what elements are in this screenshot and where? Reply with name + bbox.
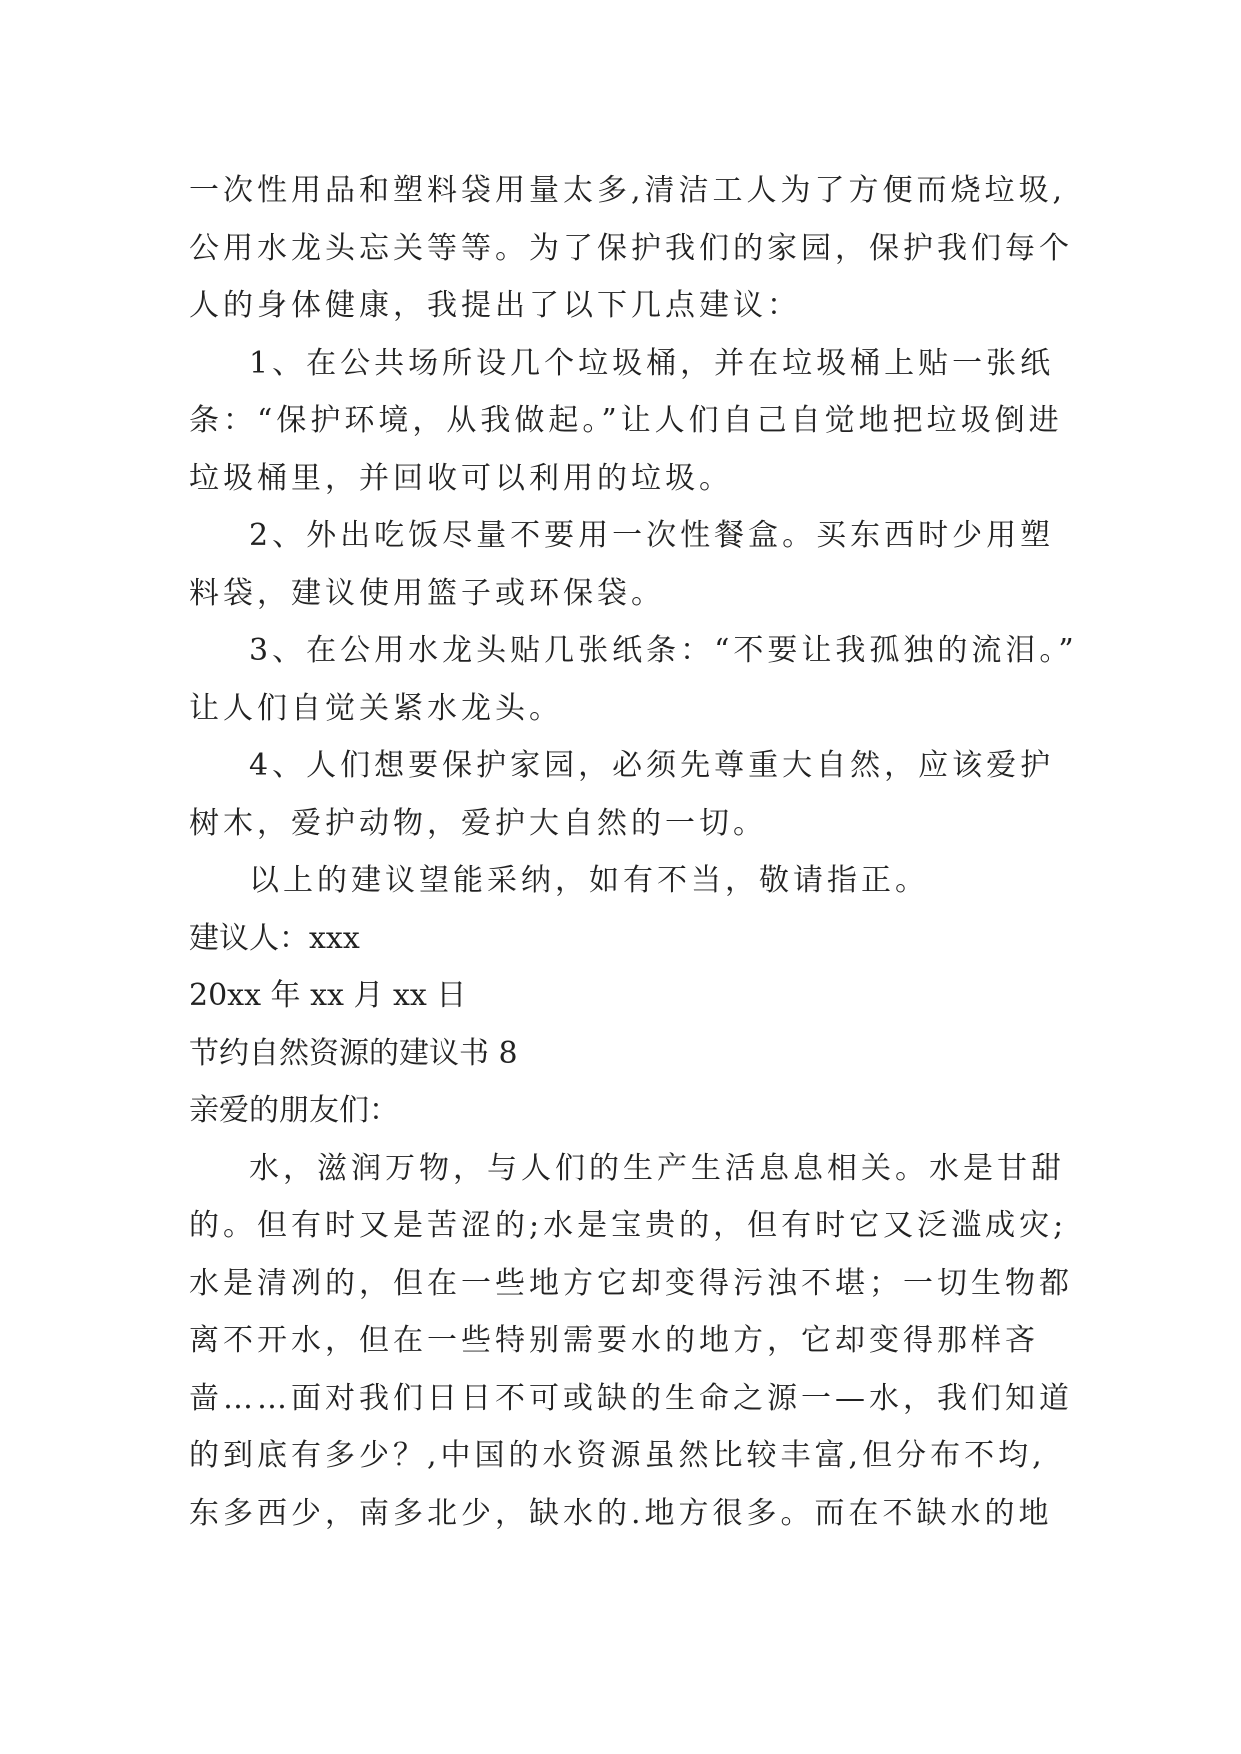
text-line: 树木，爱护动物，爱护大自然的一切。 [189,805,767,841]
salutation-line: 亲爱的朋友们： [189,1093,399,1128]
text-line: 人的身体健康，我提出了以下几点建议： [189,288,801,323]
document-body [189,162,1078,1542]
paragraph-line: 水，滋润万物，与人们的生产生活息息相关。水是甘甜 [249,1150,1065,1186]
text-line: 水是清冽的，但在一些地方它却变得污浊不堪；一切生物都 [189,1265,1073,1301]
suggestion-3-line: 3、在公用水龙头贴几张纸条：“不要让我孤独的流泪。” [249,633,1078,668]
signature-line: 建议人：xxx [189,920,360,956]
text-line: 的。但有时又是苦涩的;水是宝贵的，但有时它又泛滥成灾; [189,1208,1068,1243]
text-line: 料袋，建议使用篮子或环保袋。 [189,575,665,611]
date-line: 20xx 年 xx 月 xx 日 [189,978,467,1013]
text-line: 一次性用品和塑料袋用量太多,清洁工人为了方便而烧垃圾, [189,173,1067,208]
text-line: 条：“保护环境，从我做起。”让人们自己自觉地把垃圾倒进 [189,403,1063,438]
text-line: 公用水龙头忘关等等。为了保护我们的家园，保护我们每个 [189,230,1073,266]
text-line: 让人们自觉关紧水龙头。 [189,690,563,726]
suggestion-2-line: 2、外出吃饭尽量不要用一次性餐盒。买东西时少用塑 [249,518,1055,553]
suggestion-1-line: 1、在公共场所设几个垃圾桶，并在垃圾桶上贴一张纸 [249,345,1055,381]
text-line: 的到底有多少？,中国的水资源虽然比较丰富,但分布不均, [189,1438,1046,1473]
text-line: 垃圾桶里，并回收可以利用的垃圾。 [189,460,733,496]
text-line: 啬……面对我们日日不可或缺的生命之源一—水，我们知道 [189,1380,1073,1416]
suggestion-4-line: 4、人们想要保护家园，必须先尊重大自然，应该爱护 [249,748,1055,783]
closing-line: 以上的建议望能采纳，如有不当，敬请指正。 [249,863,929,898]
text-line: 离不开水，但在一些特别需要水的地方，它却变得那样吝 [189,1323,1039,1358]
section-title: 节约自然资源的建议书 8 [189,1035,518,1071]
text-line: 东多西少，南多北少，缺水的.地方很多。而在不缺水的地 [189,1495,1053,1531]
